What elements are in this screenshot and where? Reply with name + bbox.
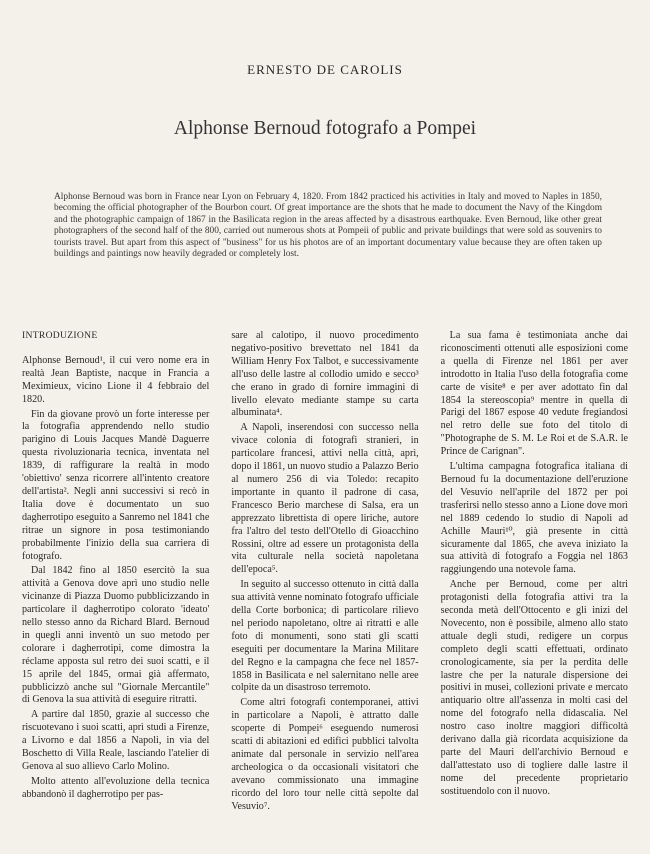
paragraph: Come altri fotografi contemporanei, attivi in particolare a Napoli, è attratto dalle scoperte di Pompei⁶ eseguendo numerosi scatti di abitazioni ed edifici pubblici talvolta animate dal personale in servizio nell'area archeologica o da occasionali visitatori che avevano commissionato una immagine ricordo del loro tour nelle città sepolte dal Vesuvio⁷. bbox=[231, 697, 419, 812]
paragraph: Alphonse Bernoud¹, il cui vero nome era in realtà Jean Baptiste, nacque in Francia a Meximieux, vicino Lione il 4 febbraio del 1820. bbox=[22, 354, 210, 405]
column-2 bbox=[231, 330, 418, 816]
section-heading: INTRODUZIONE bbox=[22, 330, 98, 341]
paragraph: Dal 1842 fino al 1850 esercitò la sua attività a Genova dove aprì uno studio nelle vicinanze di Piazza Duomo pubblicizzando in particolare il dagherrotipo colorato 'ideato' nello stesso anno da Richard Blard. Bernoud in quegli anni inventò un suo metodo per colorare i dagherrotipi, come dimostra la réclame apposta sul retro dei suoi scatti, e il 15 aprile del 1845, ormai già affermato, pubblicizzò anche sul "Giornale Mercantile" di Genova la sua attività di eseguire ritratti. bbox=[22, 565, 210, 706]
column-3 bbox=[441, 330, 628, 816]
paragraph: La sua fama è testimoniata anche dai riconoscimenti ottenuti alle esposizioni come a quella di Firenze nel 1861 per aver introdotto in Italia l'uso della fotografia come carte de visite⁸ e per aver adottato fin dal 1854 la stereoscopia⁹ mentre in quella di Parigi del 1867 espose 40 vedute fregiandosi nel retro delle sue foto del titolo di "Photographe de S. M. Le Roi et de S.A.R. le Prince de Carignan". bbox=[440, 330, 628, 458]
column-1 bbox=[22, 330, 209, 816]
paragraph: Molto attento all'evoluzione della tecnica abbandonò il dagherrotipo per pas- bbox=[22, 775, 210, 800]
paragraph: L'ultima campagna fotografica italiana di Bernoud fu la documentazione dell'eruzione del Vesuvio nell'aprile del 1872 per poi trasferirsi nello stesso anno a Lione dove morì nel 1889 cedendo lo studio di Napoli ad Achille Mauri¹⁰, già presente in città sicuramente dal 1865, che aveva iniziato la sua attività di fotografo a Foggia nel 1863 raggiungendo una notevole fama. bbox=[440, 461, 628, 576]
paragraph: In seguito al successo ottenuto in città dalla sua attività venne nominato fotografo ufficiale della Corte borbonica; di particolare rilievo nel periodo napoletano, oltre ai ritratti e alle foto di monumenti, sono stati gli scatti eseguiti per documentare la Marina Militare del Regno e la campagna che fece nel 1857-1858 in Basilicata e nel salernitano nelle aree colpite da un disastroso terremoto. bbox=[231, 579, 419, 694]
paragraph: A Napoli, inserendosi con successo nella vivace colonia di fotografi stranieri, in particolare francesi, attivi nella città, aprì, dopo il 1861, un nuovo studio a Palazzo Berio al numero 256 di via Toledo: recapito importante in quanto il padrone di casa, Francesco Berio marchese di Salsa, era un apprezzato librettista di opere liriche, autore fra l'altro del testo dell'Otello di Gioacchino Rossini, oltre ad essere un protagonista della vita culturale nella società napoletana dell'epoca⁵. bbox=[231, 422, 419, 576]
paragraph: Anche per Bernoud, come per altri protagonisti della fotografia attivi tra la seconda metà dell'Ottocento e gli inizi del Novecento, non è possibile, almeno allo stato attuale degli studi, redigere un corpus completo degli scatti effettuati, ordinato cronologicamente, sia per la perdita delle lastre che per la naturale dispersione dei positivi in musei, collezioni private e mercato antiquario oltre all'assenza in molti casi del nome del fotografo nella didascalia. Nel nostro caso inoltre maggiori difficoltà derivano dalla già ricordata acquisizione da parte del Mauri dell'archivio Bernoud e dall'attestato uso di togliere dalle lastre il nome del precedente proprietario sostituendolo con il nuovo. bbox=[440, 579, 628, 797]
article-title: Alphonse Bernoud fotografo a Pompei bbox=[173, 118, 477, 139]
paragraph: A partire dal 1850, grazie al successo che riscuotevano i suoi scatti, aprì studi a Firenze, a Livorno e dal 1856 a Napoli, in via del Boschetto di Villa Reale, lasciando l'atelier di Genova al suo allievo Carlo Molino. bbox=[22, 709, 210, 772]
paragraph: sare al calotipo, il nuovo procedimento negativo-positivo brevettato nel 1841 da William Henry Fox Talbot, e successivamente all'uso delle lastre al collodio umido e secco³ che erano in grado di fornire immagini di livello elevato mediante stampe su carta albuminata⁴. bbox=[231, 330, 419, 419]
author-name: ERNESTO DE CAROLIS bbox=[247, 62, 403, 77]
abstract: Alphonse Bernoud was born in France near Lyon on February 4, 1820. From 1842 practiced his activities in Italy and moved to Naples in 1850, becoming the official photographer of the Bourbon court. Of great importance are the shots that he made to document the Navy of the Kingdom and the photographic campaign of 1867 in the Basilicata region in the areas affected by a disastrous earthquake. Even Bernoud, like other great photographers of the second half of the 800, carried out numerous shots at Pompeii of public and private buildings that were sold as souvenirs to tourists travel. But apart from this aspect of "business" for us his photos are of an important documentary value because they are often taken up buildings and paintings now heavily degraded or completely lost. bbox=[54, 192, 602, 260]
paragraph: Fin da giovane provò un forte interesse per la fotografia apprendendo nello studio parigino di Louis Jacques Mandè Daguerre questa rivoluzionaria tecnica, inventata nel 1839, di raffigurare la realtà in modo 'obiettivo' senza ricorrere all'intento creatore dell'artista². Negli anni successivi si recò in Italia dove è documentato un suo dagherrotipo eseguito a Sanremo nel 1841 che ritrae un signore in posa testimoniando probabilmente l'inizio della sua carriera di fotografo. bbox=[22, 408, 210, 562]
body-columns bbox=[22, 330, 628, 816]
